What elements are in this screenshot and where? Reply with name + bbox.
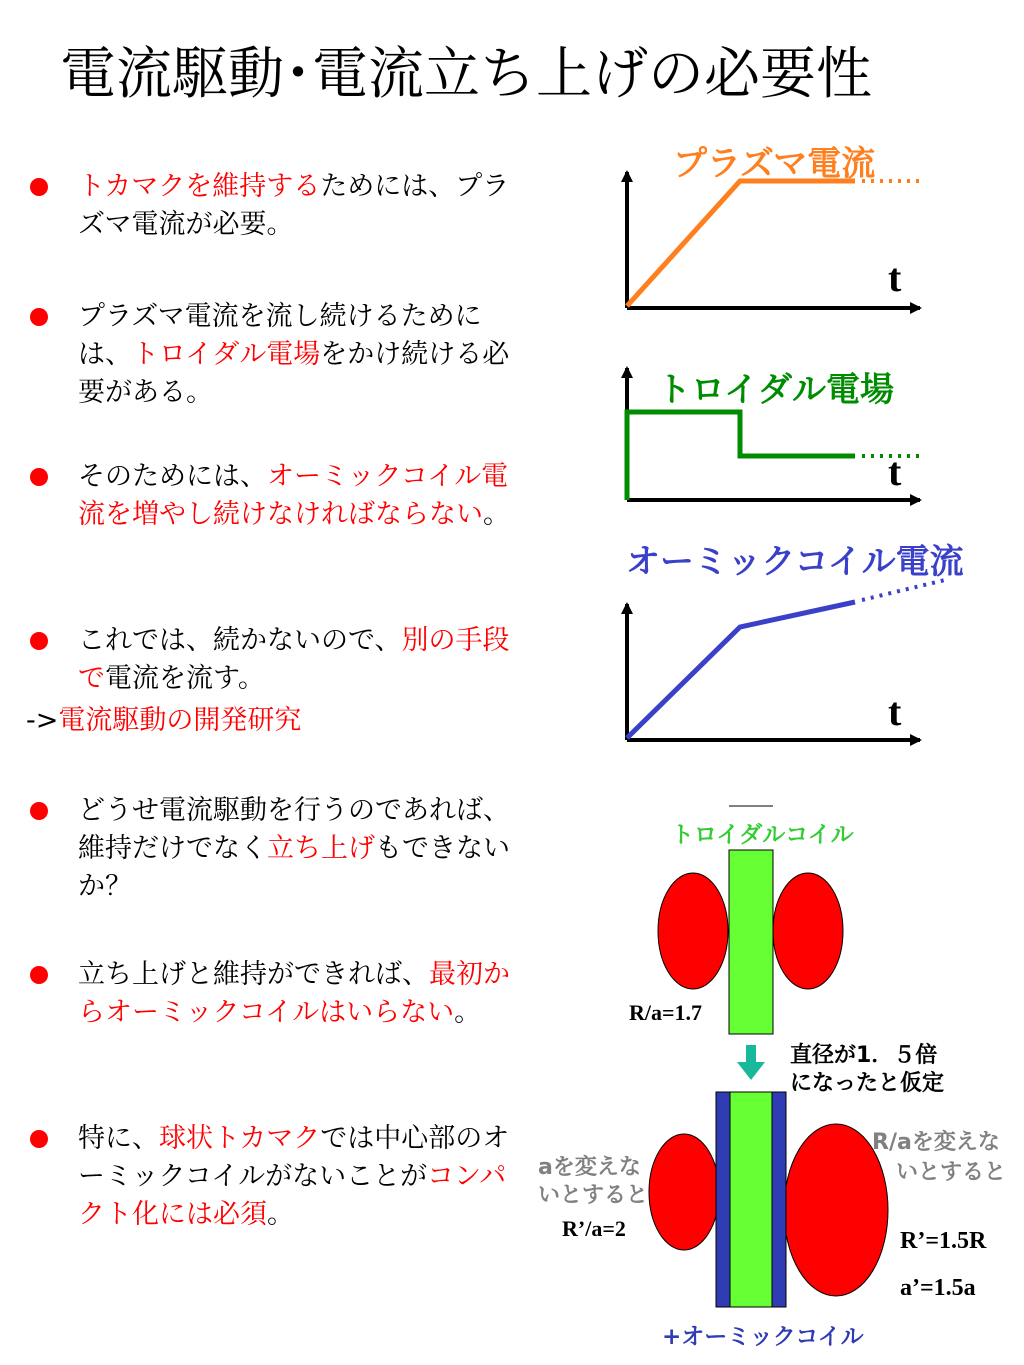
bullet-plain-text: 電流を流す。 bbox=[105, 663, 265, 694]
plasma-left bbox=[658, 873, 728, 989]
bullet-plain-text: 。 bbox=[454, 997, 482, 1028]
bullet-red-text: オーミックコイル電流を増やし続けなければならない bbox=[78, 461, 509, 530]
bullet-red-text: トロイダル電場 bbox=[132, 339, 321, 370]
plasma-current-line bbox=[627, 181, 855, 306]
t-axis-label: t bbox=[888, 255, 902, 300]
bullet-plain-text: もできないか？ bbox=[78, 833, 510, 902]
assumption-note-line1: 直径が1．５倍 bbox=[790, 1043, 938, 1068]
t-axis-label: t bbox=[888, 449, 902, 494]
ohmic-current-label: オーミックコイル電流 bbox=[626, 542, 964, 582]
t-axis-label: t bbox=[888, 689, 902, 734]
toroidal-coil bbox=[729, 850, 773, 1034]
bullet-plain-text: これでは、続かないので、 bbox=[78, 625, 402, 656]
down-arrow bbox=[737, 1045, 765, 1080]
right-r-value: R’=1.5R bbox=[900, 1228, 987, 1254]
research-text: 電流駆動の開発研究 bbox=[58, 705, 302, 736]
plasma-right bbox=[773, 873, 843, 989]
bullet-red-text: トカマクを維持する bbox=[78, 171, 321, 202]
bullet-plain-text: 特に、 bbox=[78, 1123, 159, 1154]
bullet-red-text: 立ち上げ bbox=[267, 833, 375, 864]
ratio-before: R/a=1.7 bbox=[629, 1000, 703, 1025]
toroidal-coil-label: トロイダルコイル bbox=[671, 822, 854, 848]
bullet-plain-text: そのためには、 bbox=[78, 461, 267, 492]
plasma-current-chart bbox=[627, 172, 925, 308]
plasma-current-label: プラズマ電流 bbox=[673, 144, 876, 184]
right-note-line1: R/aを変えな bbox=[872, 1130, 1000, 1155]
ohmic-current-dotted bbox=[862, 580, 945, 600]
left-note-line1: aを変えな bbox=[538, 1155, 641, 1180]
bullet-plain-text: 。 bbox=[483, 499, 510, 530]
assumption-note-line2: になったと仮定 bbox=[790, 1071, 945, 1096]
bullet-plain-text: をかけ続ける必要がある。 bbox=[78, 339, 510, 408]
bullet-red-text: 別の手段で bbox=[78, 625, 510, 694]
bullet-red-text: 最初からオーミックコイルはいらない bbox=[78, 959, 510, 1028]
bullet-plain-text: では中心部のオーミックコイルがないことが bbox=[78, 1123, 510, 1192]
toroidal-field-label: トロイダル電場 bbox=[657, 370, 894, 410]
tokamak-after bbox=[649, 1092, 888, 1307]
right-a-value: a’=1.5a bbox=[900, 1275, 976, 1301]
bullet-red-text: コンパクト化には必須 bbox=[78, 1161, 507, 1230]
ohmic-coil-left bbox=[716, 1092, 730, 1307]
right-note-line2: いとすると bbox=[896, 1160, 1007, 1185]
bullet-plain-text: プラズマ電流を流し続けるためには、 bbox=[78, 301, 482, 370]
bullet-plain-text: どうせ電流駆動を行うのであれば、維持だけでなく bbox=[78, 795, 510, 864]
toroidal-coil-large bbox=[730, 1092, 772, 1307]
plasma-left-small bbox=[649, 1134, 719, 1250]
ohmic-current-line bbox=[627, 602, 855, 738]
arrow-prefix: -> bbox=[26, 705, 59, 736]
left-note-line2: いとすると bbox=[538, 1183, 649, 1208]
toroidal-field-line bbox=[627, 412, 855, 500]
left-ratio: R’/a=2 bbox=[562, 1216, 626, 1241]
bullet-red-text: 球状トカマク bbox=[159, 1123, 321, 1154]
ohmic-coil-label: +オーミックコイル bbox=[662, 1324, 864, 1350]
bullet-plain-text: 。 bbox=[267, 1199, 294, 1230]
bullet-plain-text: 立ち上げと維持ができれば、 bbox=[78, 959, 429, 990]
bullet-plain-text: ためには、プラズマ電流が必要。 bbox=[78, 171, 510, 240]
page-title: 電流駆動･電流立ち上げの必要性 bbox=[60, 42, 872, 107]
ohmic-coil-right bbox=[772, 1092, 786, 1307]
